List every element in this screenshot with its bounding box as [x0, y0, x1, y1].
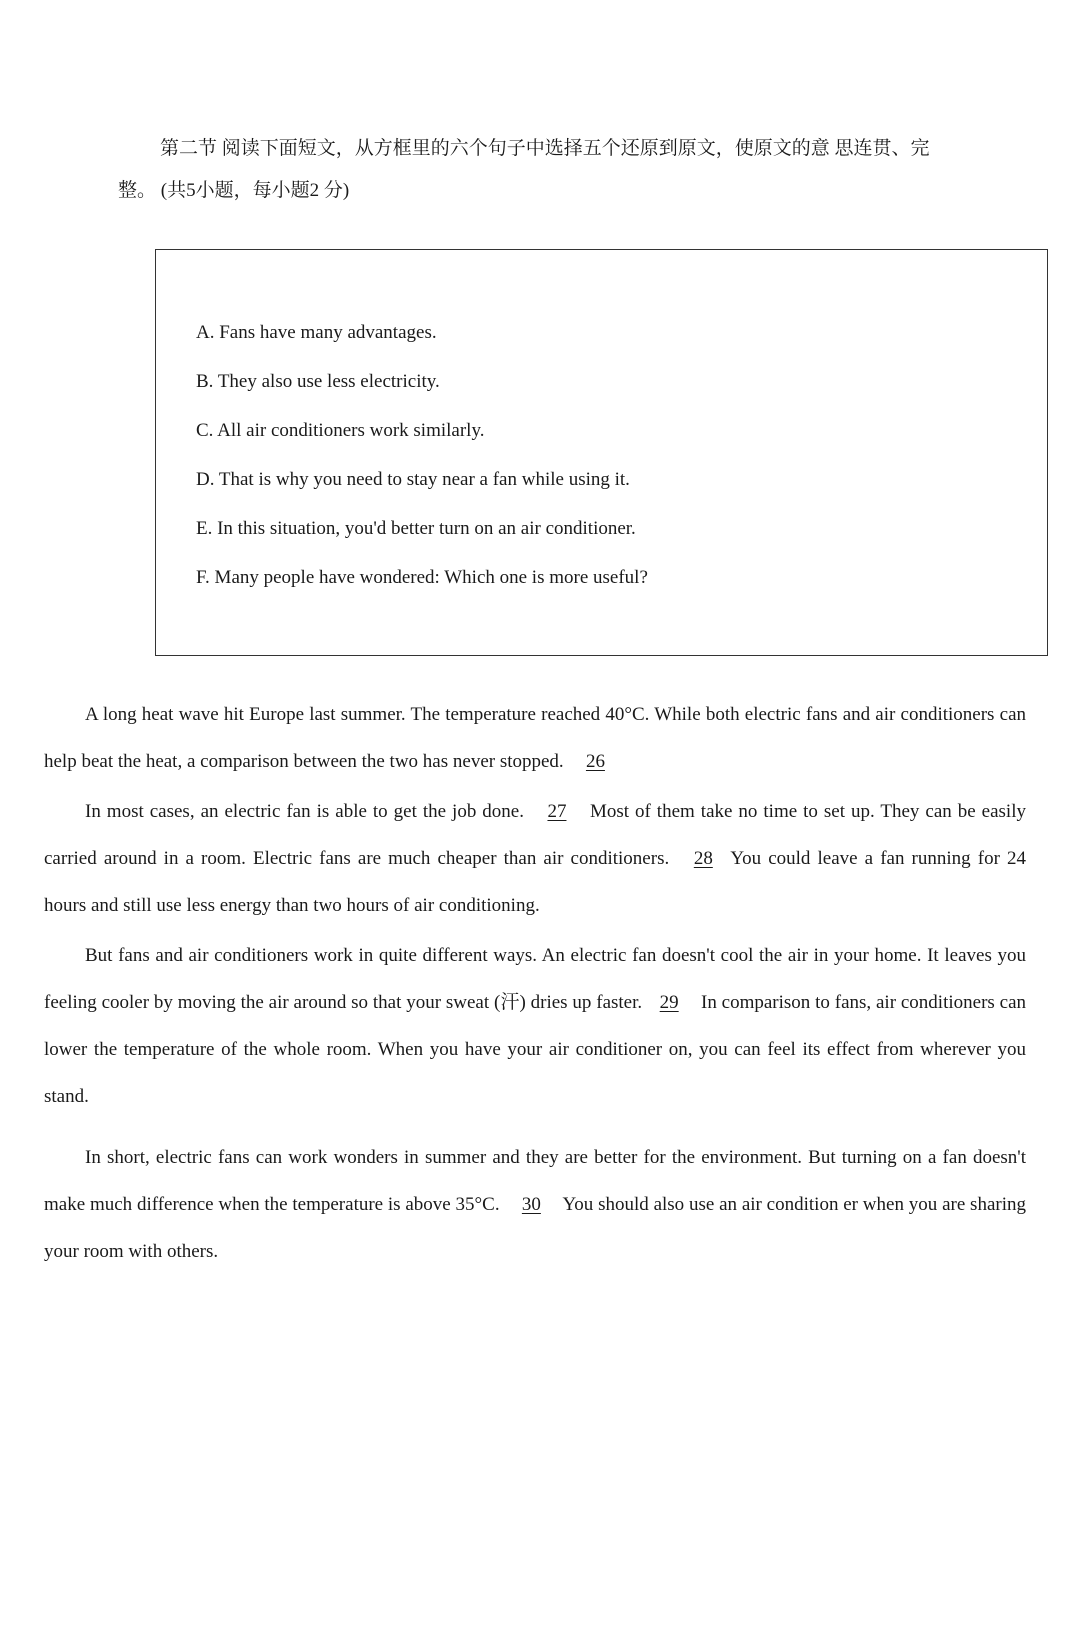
- passage-paragraph-4: [44, 1134, 1026, 1275]
- reading-passage: [44, 691, 1026, 1275]
- paragraph-3-text-b: In comparison to fans, air conditioners can lower the temperature of the whole room. When you have your air conditioner on, you can feel its effect from wherever you stand.: [44, 992, 1027, 1107]
- option-d: D. That is why you need to stay near a fan while using it.: [196, 469, 630, 490]
- section-instructions: [118, 128, 998, 212]
- paragraph-4-text-a: In short, electric fans can work wonders in summer and they are better for the environment. But turning on a fan doesn't make much difference when the temperature is above 35°C.: [44, 1147, 1026, 1215]
- blank-27: 27: [547, 801, 567, 822]
- option-b: B. They also use less electricity.: [196, 371, 440, 392]
- options-box: [155, 249, 1048, 656]
- paragraph-4-text-b: You should also use an air condition er when you are sharing your room with others.: [44, 1194, 1026, 1262]
- paragraph-3-text-a: But fans and air conditioners work in quite different ways. An electric fan doesn't cool the air in your home. It leaves you feeling cooler by moving the air around so that your sweat (汗) dries up faster.: [44, 945, 1026, 1013]
- option-f: F. Many people have wondered: Which one is more useful?: [196, 567, 648, 588]
- passage-paragraph-1: [44, 691, 1026, 785]
- blank-28: 28: [693, 848, 713, 869]
- blank-29: 29: [659, 992, 679, 1013]
- blank-26: 26: [585, 751, 605, 772]
- blank-30: 30: [521, 1194, 541, 1215]
- paragraph-2-text-a: In most cases, an electric fan is able to get the job done.: [85, 801, 530, 822]
- paragraph-2-text-b: Most of them take no time to set up. They can be easily carried around in a room. Electric fans are much cheaper than air conditioners.: [44, 801, 1026, 869]
- passage-paragraph-3: [44, 932, 1026, 1120]
- option-e: E. In this situation, you'd better turn on an air conditioner.: [196, 518, 636, 539]
- option-c: C. All air conditioners work similarly.: [196, 420, 485, 441]
- options-list: [196, 308, 648, 602]
- instructions-line-1: 第二节 阅读下面短文，从方框里的六个句子中选择五个还原到原文，使原文的意 思连贯、完: [160, 138, 930, 159]
- paragraph-1-text: A long heat wave hit Europe last summer. The temperature reached 40°C. While both electric fans and air conditioners can help beat the heat, a comparison between the two has never stopped.: [44, 704, 1026, 772]
- option-a: A. Fans have many advantages.: [196, 322, 437, 343]
- passage-paragraph-2: [44, 788, 1026, 929]
- paragraph-2-text-c: You could leave a fan running for 24 hours and still use less energy than two hours of air conditioning.: [44, 848, 1026, 916]
- instructions-line-2: 整。 (共5小题，每小题2 分): [118, 180, 350, 201]
